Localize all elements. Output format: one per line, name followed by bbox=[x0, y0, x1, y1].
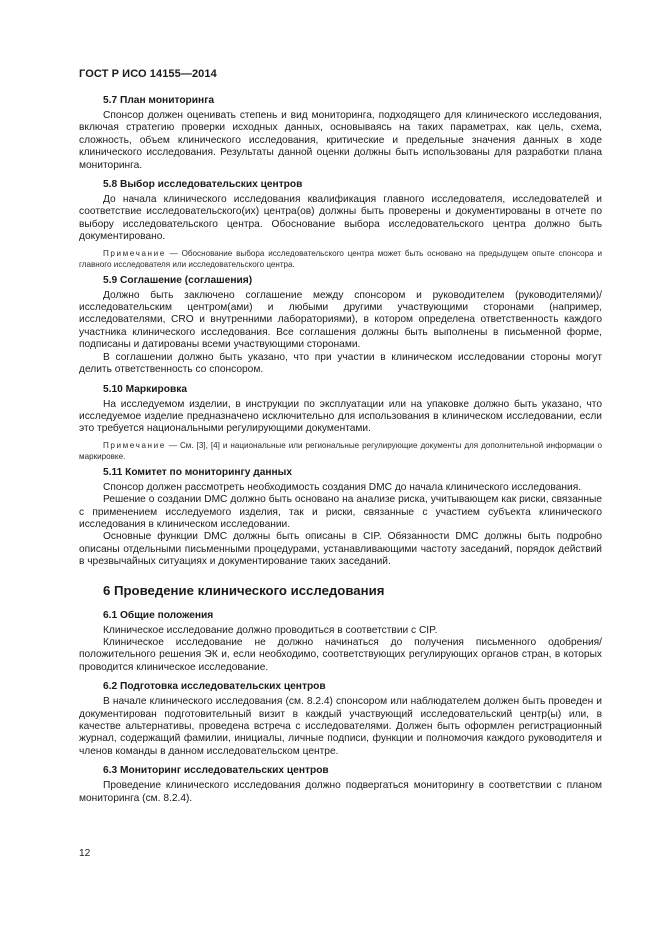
section-5-7-title: 5.7 План мониторинга bbox=[103, 95, 215, 106]
section-6-3-title: 6.3 Мониторинг исследовательских центров bbox=[103, 765, 329, 777]
section-5-11-paragraph-1: Спонсор должен рассмотреть необходимость создания DMC до начала клинического исследования. bbox=[103, 481, 582, 493]
section-5-8-note bbox=[79, 248, 602, 270]
note-label: Примечание bbox=[103, 440, 166, 450]
section-6-2-paragraph: В начале клинического исследования (см. 8.2.4) спонсором или наблюдателем должен быть проведен и документирован подготовительный визит в каждый участвующий исследовательский центр(ы) или, в качестве альтернативы, проведена встреча с исследователями. Должен быть оформлен регистрационный журнал, содержащий фамилии, инициалы, личные подписи, функции и полномочия каждого руководителя и членов команды в данном исследовательском центре. bbox=[79, 696, 602, 757]
page-number: 12 bbox=[79, 848, 91, 859]
section-6-title: 6 Проведение клинического исследования bbox=[103, 582, 385, 598]
note-text: — Обоснование выбора исследовательского центра может быть основано на предыдущем опыте спонсора и главного исследователя или исследовательского центра. bbox=[79, 248, 602, 269]
section-5-10-title: 5.10 Маркировка bbox=[103, 383, 187, 395]
section-6-3-paragraph: Проведение клинического исследования должно подвергаться мониторингу в соответствии с планом мониторинга (см. 8.2.4). bbox=[79, 780, 602, 804]
section-5-9-paragraph-1: Должно быть заключено соглашение между спонсором и руководителем (руководителями)/исследовательским центром(ами) и любыми другими участвующими сторонами (например, исследователями, CRO и внутренними лабораториями), в котором определена ответственность каждого участника клинического исследования. Все соглашения должны быть выполнены в письменной форме, подписаны и датированы всеми участвующими сторонами. bbox=[79, 289, 602, 351]
section-5-9-paragraph-2: В соглашении должно быть указано, что при участии в клиническом исследовании стороны могут делить ответственность со спонсором. bbox=[79, 351, 602, 376]
section-6-2-title: 6.2 Подготовка исследовательских центров bbox=[103, 681, 326, 693]
section-6-1-title: 6.1 Общие положения bbox=[103, 609, 214, 621]
section-5-10-paragraph: На исследуемом изделии, в инструкции по эксплуатации или на упаковке должно быть указано, что исследуемое изделие предназначено исключительно для использования в клиническом исследовании, если это требуется национальными регулирующими документами. bbox=[79, 398, 602, 435]
note-text: — См. [3], [4] и национальные или региональные регулирующие документы для дополнительной информации о маркировке. bbox=[79, 440, 602, 461]
section-5-9-title: 5.9 Соглашение (соглашения) bbox=[103, 274, 253, 286]
section-5-10-note bbox=[79, 440, 602, 462]
note-label: Примечание bbox=[103, 248, 166, 258]
section-5-8-title: 5.8 Выбор исследовательских центров bbox=[103, 179, 303, 191]
section-5-8-paragraph: До начала клинического исследования квалификация главного исследователя, исследователей и соответствие исследовательского(их) центра(ов) должны быть проверены и документированы в отчете по выбору исследовательского центра. Обоснование выбора исследовательского центра должно быть документировано. bbox=[79, 194, 602, 243]
section-5-7-paragraph: Спонсор должен оценивать степень и вид мониторинга, подходящего для клинического исследования, включая стратегию проверки исходных данных, основываясь на таких параметрах, как цель, схема, сложность, объем клинического исследования, критические и предельные значения данных в ходе клинического исследования. Результаты данной оценки должны быть использованы для разработки плана мониторинга. bbox=[79, 110, 602, 171]
section-5-11-paragraph-2: Решение о создании DMC должно быть основано на анализе риска, учитывающем как риски, связанные с применением исследуемого изделия, так и риски, связанные с участием субъекта клинического исследования в клиническом исследовании. bbox=[79, 494, 602, 530]
section-5-11-paragraph-3: Основные функции DMC должны быть описаны в CIP. Обязанности DMC должны быть подробно описаны отдельными письменными процедурами, устанавливающими частоту заседаний, порядок действий в чрезвычайных ситуациях и документирование таких заседаний. bbox=[79, 531, 602, 568]
document-body bbox=[79, 94, 602, 805]
section-6-1-paragraph-2: Клиническое исследование не должно начинаться до получения письменного одобрения/положительного решения ЭК и, если необходимо, соответствующих регулирующих органов стран, в которых проводится клиническое исследование. bbox=[79, 636, 602, 673]
document-header: ГОСТ Р ИСО 14155—2014 bbox=[79, 68, 217, 80]
section-6-1-paragraph-1: Клиническое исследование должно проводиться в соответствии с CIP. bbox=[103, 624, 438, 636]
section-5-11-title: 5.11 Комитет по мониторингу данных bbox=[103, 466, 293, 478]
